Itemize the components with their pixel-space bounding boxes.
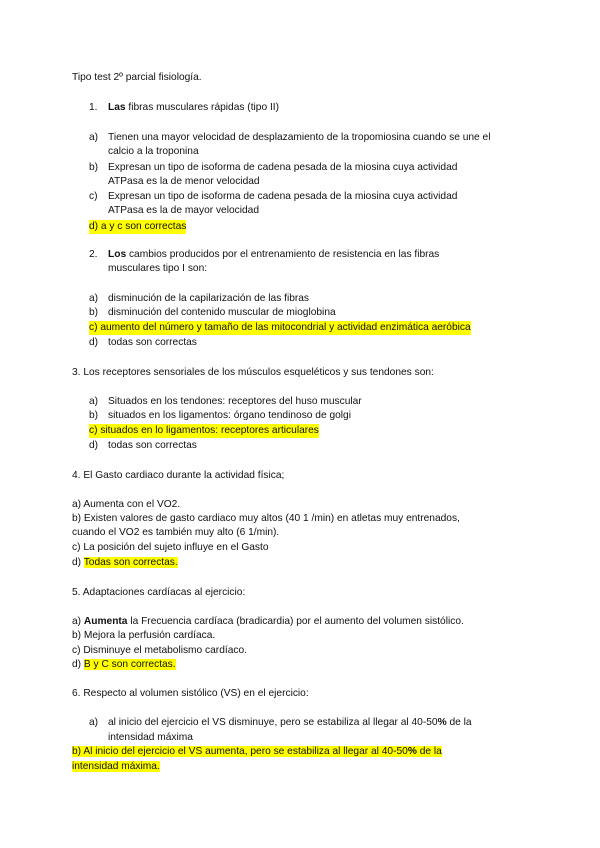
q5-d [72,658,176,672]
q4-b-line1: b) Existen valores de gasto cardiaco muy altos (40 1 /min) en atletas muy entrenados, [72,513,460,524]
q2-number: 2. [89,249,98,260]
q5-a [72,615,464,629]
q4-d-label: d) [72,557,84,568]
q4-stem: 4. El Gasto cardiaco durante la actividad física; [72,470,285,481]
q4-d [72,556,178,570]
q4-d-answer: Todas son correctas. [83,557,178,568]
q1-c-line2: ATPasa es la de mayor velocidad [108,205,260,216]
q6-a-line1 [108,716,472,730]
q5-c: c) Disminuye el metabolismo cardíaco. [72,645,247,656]
q1-d-answer: d) a y c son correctas [89,221,187,232]
q2-b: disminución del contenido muscular de mioglobina [108,307,336,318]
document-title: Tipo test 2º parcial fisiología. [72,72,202,83]
q2-stem-line2: musculares tipo I son: [108,263,208,274]
q3-b: situados en los ligamentos: órgano tendinoso de golgi [108,410,351,421]
q2-a: disminución de la capilarización de las fibras [108,293,310,304]
q4-a: a) Aumenta con el VO2. [72,499,181,510]
q3-d: todas son correctas [108,440,197,451]
q3-a-label: a) [89,396,99,407]
q3-a: Situados en los tendones: receptores del huso muscular [108,396,362,407]
q6-b-answer-line1 [72,746,442,757]
q6-b-answer-line2: intensidad máxima. [72,761,160,772]
q1-a-line1: Tienen una mayor velocidad de desplazamiento de la tropomiosina cuando se une el [108,132,491,143]
q5-a-rest: la Frecuencia cardíaca (bradicardia) por el aumento del volumen sistólico. [127,616,464,627]
q1-b-line2: ATPasa es la de menor velocidad [108,176,260,187]
q1-b-line1: Expresan un tipo de isoforma de cadena pesada de la miosina cuya actividad [108,162,458,173]
q6-a-percent: % [437,717,447,728]
q3-stem: 3. Los receptores sensoriales de los músculos esqueléticos y sus tendones son: [72,367,434,378]
q6-b-rest: de la [416,746,442,757]
q1-number: 1. [89,102,98,113]
q6-b-text: b) Al inicio del ejercicio el VS aumenta, pero se estabiliza al llegar al 40-50 [72,746,408,757]
q5-stem: 5. Adaptaciones cardíacas al ejercicio: [72,587,246,598]
q1-stem-bold: Las [108,102,126,113]
q2-stem-bold: Los [108,249,127,260]
q6-a-label: a) [89,717,99,728]
q5-a-label: a) [72,616,84,627]
q4-b-line2: cuando el VO2 es también muy alto (6 1/min). [72,527,280,538]
q6-stem: 6. Respecto al volumen sistólico (VS) en el ejercicio: [72,688,309,699]
q1-b-label: b) [89,162,99,173]
q3-c-answer: c) situados en lo ligamentos: receptores articulares [89,425,319,436]
q6-a-text: al inicio del ejercicio el VS disminuye, pero se estabiliza al llegar al 40-50 [108,717,438,728]
q6-b-line1 [72,745,442,759]
q1-a-line2: calcio a la troponina [108,146,199,157]
q1-stem [108,101,279,115]
q2-d: todas son correctas [108,337,197,348]
q1-c-label: c) [89,191,98,202]
q4-c: c) La posición del sujeto influye en el Gasto [72,542,269,553]
q6-b-percent: % [407,746,417,757]
q2-a-label: a) [89,293,99,304]
q6-a-rest: de la [446,717,472,728]
q2-stem-rest: cambios producidos por el entrenamiento de resistencia en las fibras [126,249,440,260]
q1-c-line1: Expresan un tipo de isoforma de cadena pesada de la miosina cuya actividad [108,191,458,202]
q2-stem [108,248,439,262]
q1-a-label: a) [89,132,99,143]
q5-a-bold: Aumenta [83,616,128,627]
q5-b: b) Mejora la perfusión cardíaca. [72,630,216,641]
q5-d-answer: B y C son correctas. [83,659,176,670]
q1-stem-rest: fibras musculares rápidas (tipo II) [125,102,279,113]
q3-d-label: d) [89,440,99,451]
q3-b-label: b) [89,410,99,421]
q2-b-label: b) [89,307,99,318]
q6-b-line2 [72,760,160,774]
q6-a-line2: intensidad máxima [108,732,193,743]
q2-d-label: d) [89,337,99,348]
q5-d-label: d) [72,659,84,670]
q2-c-answer: c) aumento del número y tamaño de las mitocondrial y actividad enzimática aeróbica [89,322,471,333]
